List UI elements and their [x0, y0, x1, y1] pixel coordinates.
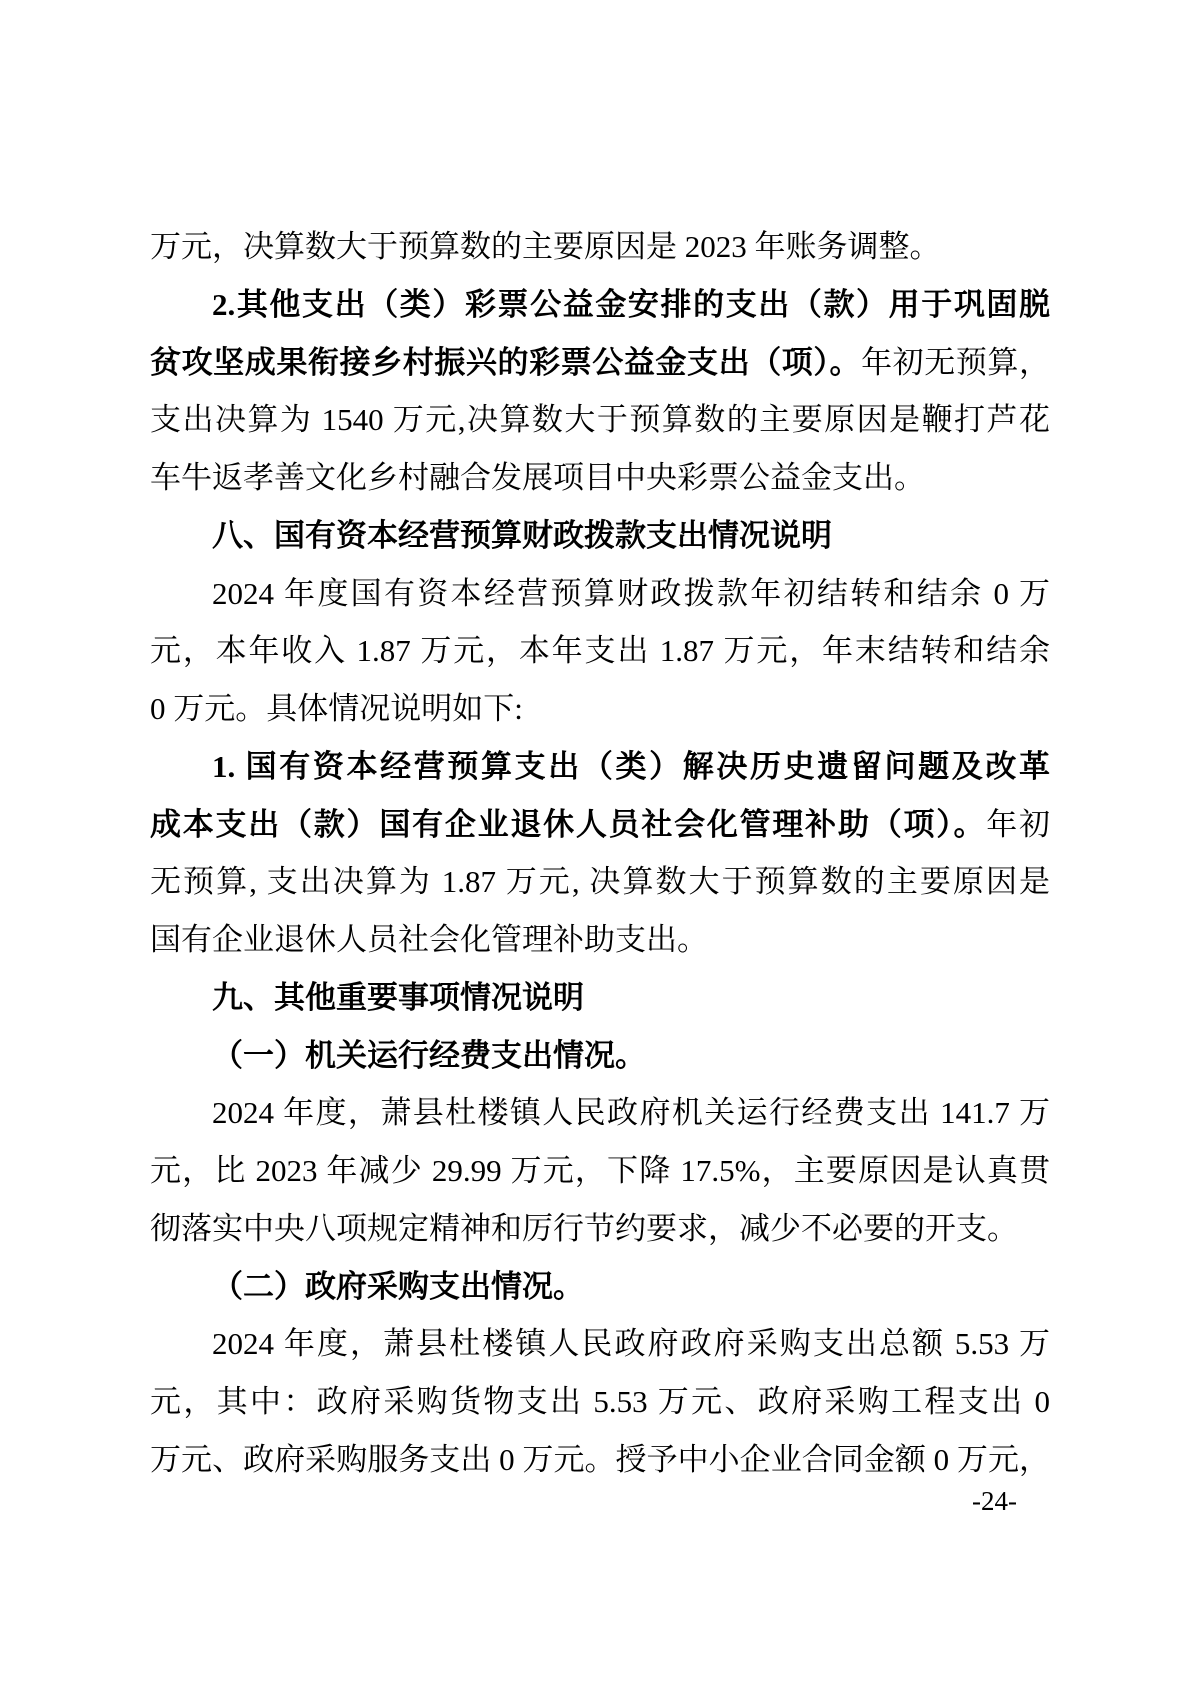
text-line — [150, 853, 1050, 911]
text-line — [150, 1373, 1050, 1431]
text-run: 八、国有资本经营预算财政拨款支出情况说明 — [212, 517, 832, 553]
text-run: 年初无预算， — [861, 344, 1050, 380]
page-number: -24- — [972, 1486, 1017, 1516]
text-line — [150, 391, 1050, 449]
text-run: 成本支出（款）国有企业退休人员社会化管理补助（项）。 — [150, 806, 987, 842]
text-line — [150, 565, 1050, 623]
text-run: 贫攻坚成果衔接乡村振兴的彩票公益金支出（项）。 — [150, 344, 862, 380]
text-run: 2024 年度，萧县杜楼镇人民政府机关运行经费支出 141.7 万 — [212, 1095, 1050, 1131]
text-line — [150, 969, 1050, 1027]
text-line — [150, 1084, 1050, 1142]
text-run: 万元，决算数大于预算数的主要原因是 2023 年账务调整。 — [150, 229, 941, 264]
text-run: 无预算, 支出决算为 1.87 万元, 决算数大于预算数的主要原因是 — [150, 864, 1050, 900]
text-run: 年初 — [986, 806, 1050, 842]
text-line — [150, 334, 1050, 392]
text-run: 2024 年度，萧县杜楼镇人民政府政府采购支出总额 5.53 万 — [212, 1326, 1050, 1362]
text-line — [150, 1315, 1050, 1373]
text-run: 万元、政府采购服务支出 0 万元。授予中小企业合同金额 0 万元， — [150, 1441, 1050, 1477]
text-run: （二）政府采购支出情况。 — [212, 1268, 584, 1304]
text-run: 彻落实中央八项规定精神和厉行节约要求，减少不必要的开支。 — [150, 1210, 1018, 1246]
text-line — [150, 1200, 1050, 1258]
text-line — [150, 1142, 1050, 1200]
text-run: 支出决算为 1540 万元,决算数大于预算数的主要原因是鞭打芦花 — [150, 402, 1050, 438]
text-run: 2024 年度国有资本经营预算财政拨款年初结转和结余 0 万 — [212, 575, 1050, 611]
text-block — [150, 218, 1050, 1489]
text-line — [150, 1258, 1050, 1316]
text-line — [150, 218, 1050, 276]
text-run: 2.其他支出（类）彩票公益金安排的支出（款）用于巩固脱 — [212, 286, 1050, 322]
text-line — [150, 680, 1050, 738]
text-line — [150, 911, 1050, 969]
text-run: 1. 国有资本经营预算支出（类）解决历史遗留问题及改革 — [212, 748, 1050, 784]
text-line — [150, 796, 1050, 854]
text-run: 车牛返孝善文化乡村融合发展项目中央彩票公益金支出。 — [150, 460, 925, 495]
text-line — [150, 738, 1050, 796]
text-run: 元，本年收入 1.87 万元，本年支出 1.87 万元，年末结转和结余 — [150, 633, 1050, 669]
text-line — [150, 507, 1050, 565]
text-line — [150, 622, 1050, 680]
text-run: 九、其他重要事项情况说明 — [212, 979, 584, 1015]
text-line — [150, 276, 1050, 334]
text-run: 元，其中：政府采购货物支出 5.53 万元、政府采购工程支出 0 — [150, 1384, 1050, 1419]
text-line — [150, 1431, 1050, 1489]
text-line — [150, 1027, 1050, 1085]
text-run: 元，比 2023 年减少 29.99 万元，下降 17.5%，主要原因是认真贯 — [150, 1153, 1050, 1188]
text-line — [150, 449, 1050, 507]
text-run: 国有企业退休人员社会化管理补助支出。 — [150, 922, 708, 957]
text-run: （一）机关运行经费支出情况。 — [212, 1037, 646, 1073]
text-run: 0 万元。具体情况说明如下: — [150, 691, 523, 726]
